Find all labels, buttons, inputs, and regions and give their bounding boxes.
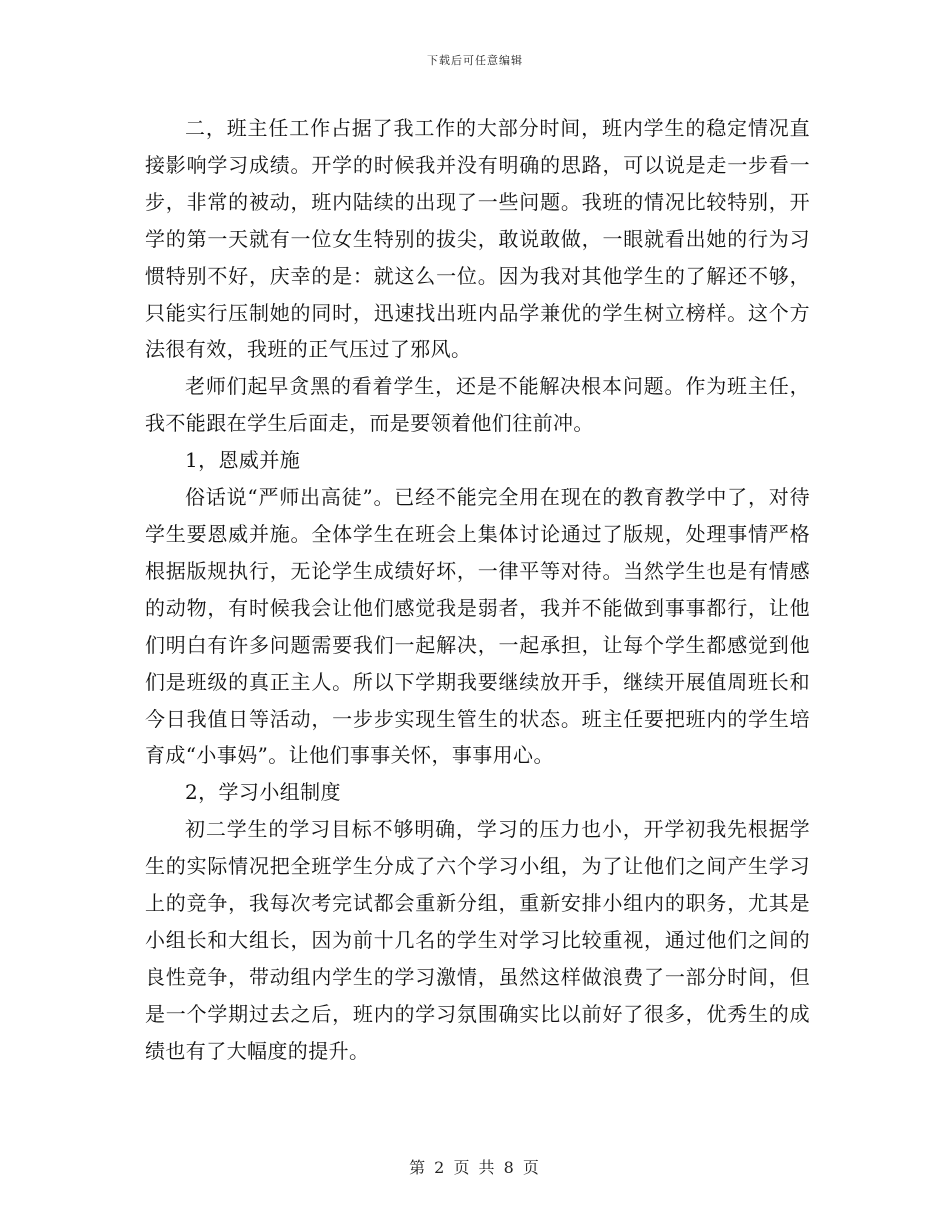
document-body [145,110,810,1070]
page-header-note: 下载后可任意编辑 [427,54,523,67]
paragraph-kindness-and-strictness: 俗话说“严师出高徒”。已经不能完全用在现在的教育教学中了，对待学生要恩威并施。全体学生在班会上集体讨论通过了版规，处理事情严格根据版规执行，无论学生成绩好坏，一律平等对待。当然学生也是有情感的动物，有时候我会让他们感觉我是弱者，我并不能做到事事都行，让他们明白有许多问题需要我们一起解决，一起承担，让每个学生都感觉到他们是班级的真正主人。所以下学期我要继续放开手，继续开展值周班长和今日我值日等活动，一步步实现生管生的状态。班主任要把班内的学生培育成“小事妈”。让他们事事关怀，事事用心。 [145,485,810,768]
section-heading-kindness-and-strictness: 1，恩威并施 [185,448,301,473]
paragraph-class-teacher-work: 二，班主任工作占据了我工作的大部分时间，班内学生的稳定情况直接影响学习成绩。开学的时候我并没有明确的思路，可以说是走一步看一步，非常的被动，班内陆续的出现了一些问题。我班的情况比较特别，开学的第一天就有一位女生特别的拔尖，敢说敢做，一眼就看出她的行为习惯特别不好，庆幸的是：就这么一位。因为我对其他学生的了解还不够，只能实行压制她的同时，迅速找出班内品学兼优的学生树立榜样。这个方法很有效，我班的正气压过了邪风。 [145,116,810,362]
paragraph-study-groups: 初二学生的学习目标不够明确，学习的压力也小，开学初我先根据学生的实际情况把全班学生分成了六个学习小组，为了让他们之间产生学习上的竞争，我每次考完试都会重新分组，重新安排小组内的职务，尤其是小组长和大组长，因为前十几名的学生对学习比较重视，通过他们之间的良性竞争，带动组内学生的学习激情，虽然这样做浪费了一部分时间，但是一个学期过去之后，班内的学习氛围确实比以前好了很多，优秀生的成绩也有了大幅度的提升。 [145,817,810,1063]
page-number: 第 2 页 共 8 页 [409,1158,541,1177]
paragraph-lead-students: 老师们起早贪黑的看着学生，还是不能解决根本问题。作为班主任，我不能跟在学生后面走，而是要领着他们往前冲。 [145,374,810,436]
section-heading-study-groups: 2，学习小组制度 [185,780,341,805]
